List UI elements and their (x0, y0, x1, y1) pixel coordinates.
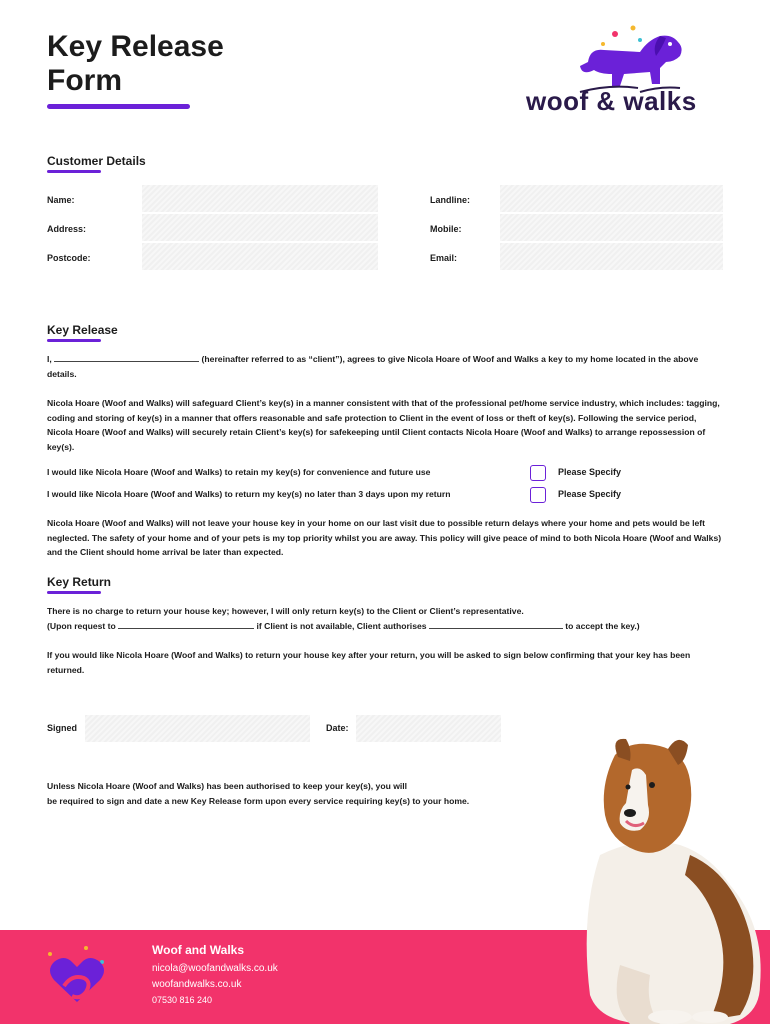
footer-website[interactable]: woofandwalks.co.uk (152, 979, 242, 990)
client-name-line[interactable] (54, 352, 199, 362)
title-underline (47, 104, 190, 109)
intro-suffix: (hereinafter referred to as “client”), agrees to give Nicola Hoare of Woof and Walks a key to my home located in the above details. (47, 354, 699, 379)
mobile-label: Mobile: (430, 224, 462, 234)
signed-label: Signed (47, 723, 78, 733)
email-label: Email: (430, 253, 458, 263)
date-field[interactable] (356, 715, 501, 742)
customer-details-heading: Customer Details (47, 154, 146, 168)
closing-line2: be required to sign and date a new Key Release form upon every service requiring key(s) to your home. (47, 795, 470, 806)
option-retain-label: I would like Nicola Hoare (Woof and Walks) to retain my key(s) for convenience and future use (47, 467, 431, 477)
option-return-label: I would like Nicola Hoare (Woof and Walks) to return my key(s) no later than 3 days upon my return (47, 489, 451, 499)
key-release-heading: Key Release (47, 323, 118, 337)
landline-field[interactable] (500, 185, 723, 212)
key-return-underline (47, 591, 101, 594)
key-release-underline (47, 339, 101, 342)
page-title-line2: Form (47, 64, 122, 97)
heart-paw-icon (42, 944, 112, 1010)
key-release-intro (47, 352, 724, 381)
name-label: Name: (47, 195, 75, 205)
brand-name: woof & walks (526, 86, 697, 116)
closing-line1: Unless Nicola Hoare (Woof and Walks) has been authorised to keep your key(s), you will (47, 781, 408, 791)
retain-checkbox[interactable] (530, 465, 546, 481)
sheltie-dog-photo (560, 735, 770, 1024)
confirm-paragraph: If you would like Nicola Hoare (Woof and Walks) to return your house key after your return, you will be asked to sign below confirming that your key has been returned. (47, 650, 691, 675)
closing-paragraph (47, 779, 567, 808)
page-title-line1: Key Release (47, 30, 224, 63)
charge-paragraph: There is no charge to return your house key; however, I will only return key(s) to the Client or Client’s representative. (47, 606, 524, 616)
policy-paragraph: Nicola Hoare (Woof and Walks) will not leave your house key in your home on our last visit due to possible return delays where your home and pets would be left neglected. The safety of your home and of your pets is my top priority whilst you are away. This policy will give peace of mind to both Nicola Hoare (Woof and Walks) and the Client should home arrival be later than expected. (47, 518, 722, 558)
email-field[interactable] (500, 243, 723, 270)
mobile-field[interactable] (500, 214, 723, 241)
landline-label: Landline: (430, 195, 470, 205)
representative-line[interactable] (118, 619, 254, 629)
key-return-heading: Key Return (47, 575, 112, 589)
footer-company: Woof and Walks (152, 943, 245, 957)
request-prefix: (Upon request to (47, 621, 119, 631)
safeguard-paragraph: Nicola Hoare (Woof and Walks) will safeguard Client’s key(s) in a manner consistent with that of the professional pet/home service industry, which includes: tagging, coding and storing of key(s) in a manner that offers reasonable and safe protection to Client in the event of loss or theft of key(s). Following the service period, Nicola Hoare (Woof and Walks) will securely retain Client’s key(s) for safekeeping until Client contacts Nicola Hoare (Woof and Walks) to arrange repossession of key(s). (47, 398, 720, 452)
intro-prefix: I, (47, 354, 55, 364)
return-please-specify: Please Specify (558, 489, 622, 499)
footer-email[interactable]: nicola@woofandwalks.co.uk (152, 963, 278, 974)
date-label: Date: (326, 723, 349, 733)
postcode-label: Postcode: (47, 253, 91, 263)
return-checkbox[interactable] (530, 487, 546, 503)
postcode-field[interactable] (142, 243, 378, 270)
request-suffix: to accept the key.) (562, 621, 640, 631)
page-title (47, 30, 224, 98)
request-middle: if Client is not available, Client authorises (254, 621, 429, 631)
name-field[interactable] (142, 185, 378, 212)
signature-field[interactable] (85, 715, 310, 742)
footer-phone: 07530 816 240 (152, 995, 213, 1005)
address-field[interactable] (142, 214, 378, 241)
customer-details-underline (47, 170, 101, 173)
retain-please-specify: Please Specify (558, 467, 622, 477)
request-paragraph (47, 619, 724, 634)
authorised-person-line[interactable] (429, 619, 563, 629)
address-label: Address: (47, 224, 87, 234)
